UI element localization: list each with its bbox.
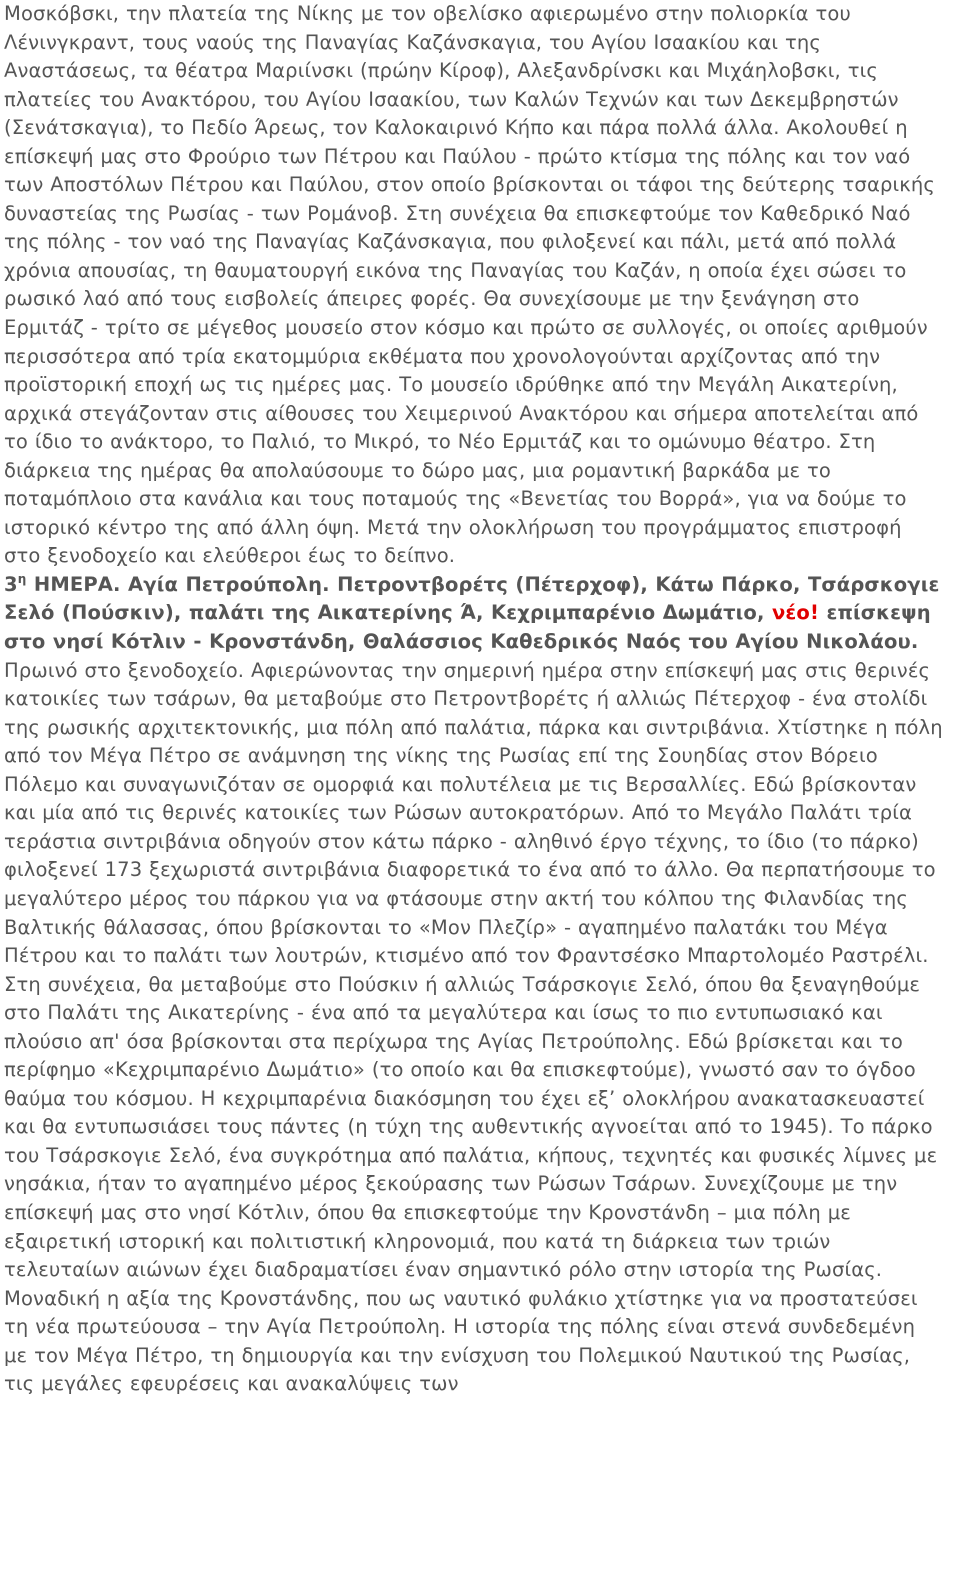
day-heading-text: ΗΜΕΡΑ. Αγία Πετρούπολη. Πετροντβορέτς (Πέτερχοφ), Κάτω Πάρκο, Τσάρσκογιε Σελό (Πούσκιν), παλάτι της Αικατερίνης Ά, Κεχριμπαρένιο Δωμάτιο, xyxy=(4,572,940,625)
day-3-heading xyxy=(4,571,944,657)
itinerary-paragraph-day3: Πρωινό στο ξενοδοχείο. Αφιερώνοντας την σημερινή ημέρα στην επίσκεψή μας στις θερινές κατοικίες των τσάρων, θα μεταβούμε στο Πετροντβορέτς ή αλλιώς Πέτερχοφ - ένα στολίδι της ρωσικής αρχιτεκτονικής, μια πόλη από παλάτια, πάρκα και σιντριβάνια. Χτίστηκε η πόλη από τον Μέγα Πέτρο σε ανάμνηση της νίκης της Ρωσίας επί της Σουηδίας στον Βόρειο Πόλεμο και συναγωνιζόταν σε ομορφιά και πολυτέλεια με τις Βερσαλλίες. Εδώ βρίσκονταν και μία από τις θερινές κατοικίες των Ρώσων αυτοκρατόρων. Από το Μεγάλο Παλάτι τρία τεράστια σιντριβάνια οδηγούν στον κάτω πάρκο - αληθινό έργο τέχνης, το ίδιο (το πάρκο) φιλοξενεί 173 ξεχωριστά σιντριβάνια διαφορετικά το ένα από το άλλο. Θα περπατήσουμε το μεγαλύτερο μέρος του πάρκου για να φτάσουμε στην ακτή του κόλπου της Φιλανδίας της Βαλτικής θάλασσας, όπου βρίσκονται το «Μον Πλεζίρ» - αγαπημένο παλατάκι του Μέγα Πέτρου και το παλάτι των λουτρών, κτισμένο από τον Φραντσέσκο Μπαρτολομέο Ραστρέλι. Στη συνέχεια, θα μεταβούμε στο Πούσκιν ή αλλιώς Τσάρσκογιε Σελό, όπου θα ξεναγηθούμε στο Παλάτι της Αικατερίνης - ένα από τα μεγαλύτερα και ίσως το πιο εντυπωσιακό και πλούσιο απ' όσα βρίσκονται στα περίχωρα της Αγίας Πετρούπολης. Εδώ βρίσκεται και το περίφημο «Κεχριμπαρένιο Δωμάτιο» (το οποίο και θα επισκεφτούμε), γνωστό σαν το όγδοο θαύμα του κόσμου. Η κεχριμπαρένια διακόσμηση του έχει εξ’ ολοκλήρου ανακατασκευαστεί και θα εντυπωσιάσει τους πάντες (η τύχη της αυθεντικής αγνοείται από το 1945). Το πάρκο του Τσάρσκογιε Σελό, ένα συγκρότημα από παλάτια, κήπους, τεχνητές και φυσικές λίμνες με νησάκια, ήταν το αγαπημένο μέρος ξεκούρασης των Ρώσων Τσάρων. Συνεχίζουμε με την επίσκεψή μας στο νησί Κότλιν, όπου θα επισκεφτούμε την Κρονστάνδη – μια πόλη με εξαιρετική ιστορική και πολιτιστική κληρονομιά, που κατά τη διάρκεια των τριών τελευταίων αιώνων έχει διαδραματίσει έναν σημαντικό ρόλο στην ιστορία της Ρωσίας. Μοναδική η αξία της Κρονστάνδης, που ως ναυτικό φυλάκιο χτίστηκε για να προστατεύσει τη νέα πρωτεύουσα – την Αγία Πετρούπολη. Η ιστορία της πόλης είναι στενά συνδεδεμένη με τον Μέγα Πέτρο, τη δημιουργία και την ενίσχυση του Πολεμικού Ναυτικού της Ρωσίας, τις μεγάλες εφευρέσεις και ανακαλύψεις των xyxy=(4,658,943,1396)
day-heading-text-continued: επίσκεψη στο νησί Κότλιν - Κρονστάνδη, Θαλάσσιος Καθεδρικός Ναός του Αγίου Νικολάου. xyxy=(4,601,931,654)
day-number: 3 xyxy=(4,572,18,596)
itinerary-paragraph-day2-continued: Μοσκόβσκι, την πλατεία της Νίκης με τον οβελίσκο αφιερωμένο στην πολιορκία του Λένινγκραντ, τους ναούς της Παναγίας Καζάνσκαγια, του Αγίου Ισαακίου και της Αναστάσεως, τα θέατρα Μαριίνσκι (πρώην Κίροφ), Αλεξανδρίνσκι και Μιχάηλοβσκι, τις πλατείες του Ανακτόρου, του Αγίου Ισαακίου, των Καλών Τεχνών και των Δεκεμβρηστών (Σενάτσκαγια), το Πεδίο Άρεως, τον Καλοκαιρινό Κήπο και πάρα πολλά άλλα. Ακολουθεί η επίσκεψή μας στο Φρούριο των Πέτρου και Παύλου - πρώτο κτίσμα της πόλης και τον ναό των Αποστόλων Πέτρου και Παύλου, στον οποίο βρίσκονται οι τάφοι της δεύτερης τσαρικής δυναστείας της Ρωσίας - των Ρομάνοβ. Στη συνέχεια θα επισκεφτούμε τον Καθεδρικό Ναό της πόλης - τον ναό της Παναγίας Καζάνσκαγια, που φιλοξενεί και πάλι, μετά από πολλά χρόνια απουσίας, τη θαυματουργή εικόνα της Παναγίας του Καζάν, η οποία έχει σώσει το ρωσικό λαό από τους εισβολείς άπειρες φορές. Θα συνεχίσουμε με την ξενάγηση στο Ερμιτάζ - τρίτο σε μέγεθος μουσείο στον κόσμο και πρώτο σε συλλογές, οι οποίες αριθμούν περισσότερα από τρία εκατομμύρια εκθέματα που χρονολογούνται αρχίζοντας από την προϊστορική εποχή ως τις ημέρες μας. Το μουσείο ιδρύθηκε από την Μεγάλη Αικατερίνη, αρχικά στεγάζονταν στις αίθουσες του Χειμερινού Ανακτόρου και σήμερα αποτελείται από το ίδιο το ανάκτορο, το Παλιό, το Μικρό, το Νέο Ερμιτάζ και το ομώνυμο θέατρο. Στη διάρκεια της ημέρας θα απολαύσουμε το δώρο μας, μια ρομαντική βαρκάδα με το ποταμόπλοιο στα κανάλια και τους ποταμούς της «Βενετίας του Βορρά», για να δούμε το ιστορικό κέντρο της από άλλη όψη. Μετά την ολοκλήρωση του προγράμματος επιστροφή στο ξενοδοχείο και ελεύθεροι έως το δείπνο. xyxy=(4,2,935,568)
new-badge: νέο! xyxy=(771,601,819,625)
itinerary-document xyxy=(4,0,944,1399)
day-number-superscript: η xyxy=(17,571,27,586)
